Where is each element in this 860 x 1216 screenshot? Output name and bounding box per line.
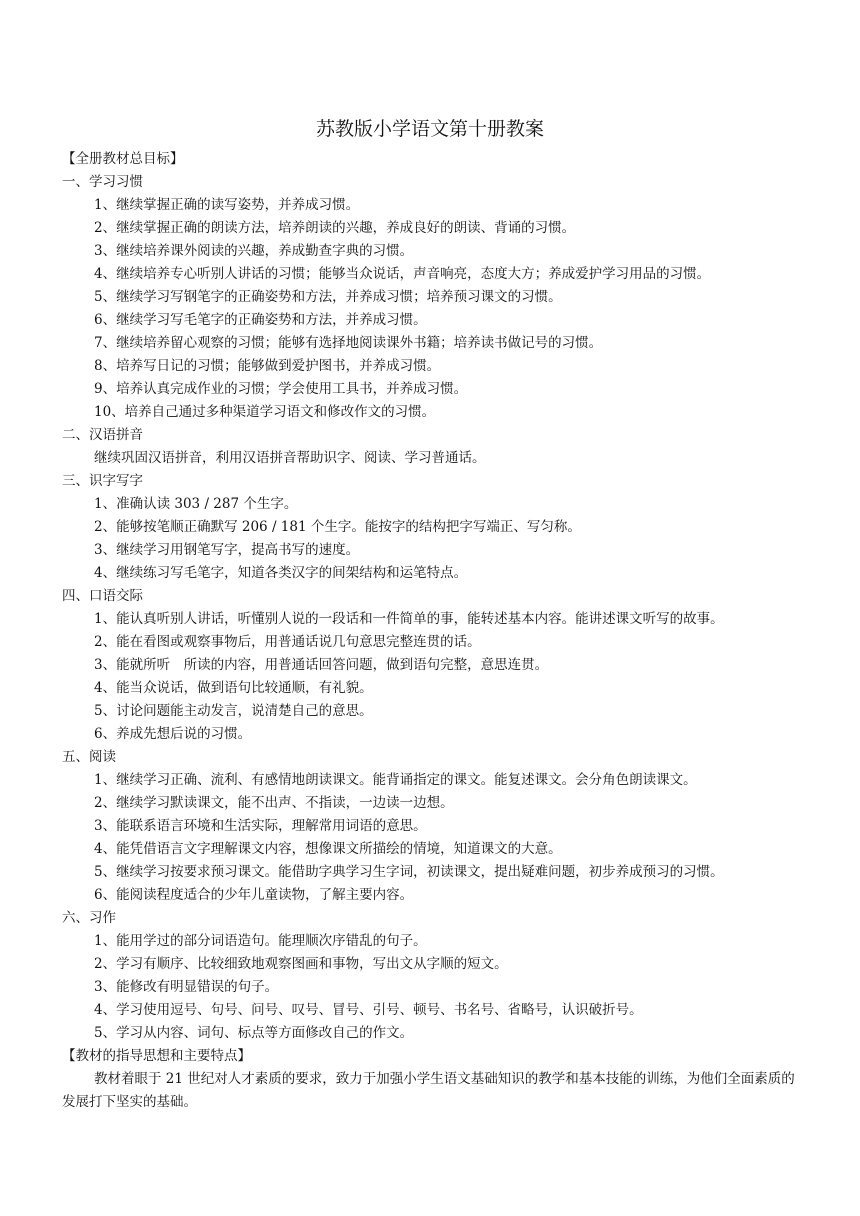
section-heading: 四、口语交际 xyxy=(62,588,143,604)
section-heading: 三、识字写字 xyxy=(62,473,143,489)
list-item: 10、培养自己通过多种渠道学习语文和修改作文的习惯。 xyxy=(94,404,436,420)
list-item: 4、学习使用逗号、句号、问号、叹号、冒号、引号、顿号、书名号、省略号，认识破折号。 xyxy=(94,1002,643,1018)
list-item: 4、继续培养专心听别人讲话的习惯；能够当众说话，声音响亮，态度大方；养成爱护学习用品的习惯。 xyxy=(94,266,711,282)
list-item: 2、继续掌握正确的朗读方法，培养朗读的兴趣，养成良好的朗读、背诵的习惯。 xyxy=(94,220,576,236)
list-item: 1、继续学习正确、流利、有感情地朗读课文。能背诵指定的课文。能复述课文。会分角色朗读课文。 xyxy=(94,772,697,788)
section-heading: 五、阅读 xyxy=(62,749,116,765)
document-title: 苏教版小学语文第十册教案 xyxy=(315,118,544,140)
list-item: 1、能用学过的部分词语造句。能理顺次序错乱的句子。 xyxy=(94,933,427,949)
list-item: 继续巩固汉语拼音，利用汉语拼音帮助识字、阅读、学习普通话。 xyxy=(94,450,486,466)
list-item: 1、能认真听别人讲话，听懂别人说的一段话和一件简单的事，能转述基本内容。能讲述课文听写的故事。 xyxy=(94,611,724,627)
list-item: 3、能修改有明显错误的句子。 xyxy=(94,979,279,995)
list-item: 1、准确认读 303 / 287 个生字。 xyxy=(94,496,298,512)
guide-heading: 【教材的指导思想和主要特点】 xyxy=(62,1048,251,1064)
document-body xyxy=(62,148,798,1114)
list-item: 8、培养写日记的习惯；能够做到爱护图书，并养成习惯。 xyxy=(94,358,441,374)
list-item: 3、继续培养课外阅读的兴趣，养成勤查字典的习惯。 xyxy=(94,243,414,259)
list-item: 7、继续培养留心观察的习惯；能够有选择地阅读课外书籍；培养读书做记号的习惯。 xyxy=(94,335,603,351)
list-item: 6、能阅读程度适合的少年儿童读物，了解主要内容。 xyxy=(94,887,414,903)
section-heading: 六、习作 xyxy=(62,910,116,926)
list-item: 2、能在看图或观察事物后，用普通话说几句意思完整连贯的话。 xyxy=(94,634,481,650)
list-item: 5、继续学习写钢笔字的正确姿势和方法，并养成习惯；培养预习课文的习惯。 xyxy=(94,289,562,305)
goal-heading: 【全册教材总目标】 xyxy=(62,151,184,167)
section-heading: 二、汉语拼音 xyxy=(62,427,143,443)
list-item: 9、培养认真完成作业的习惯；学会使用工具书，并养成习惯。 xyxy=(94,381,468,397)
list-item: 2、学习有顺序、比较细致地观察图画和事物，写出文从字顺的短文。 xyxy=(94,956,508,972)
list-item: 1、继续掌握正确的读写姿势，并养成习惯。 xyxy=(94,197,360,213)
list-item: 3、能就所听 所读的内容，用普通话回答问题，做到语句完整，意思连贯。 xyxy=(94,657,549,673)
list-item: 2、继续学习默读课文，能不出声、不指读，一边读一边想。 xyxy=(94,795,454,811)
list-item: 3、继续学习用钢笔写字，提高书写的速度。 xyxy=(94,542,360,558)
list-item: 4、继续练习写毛笔字，知道各类汉字的间架结构和运笔特点。 xyxy=(94,565,468,581)
list-item: 5、继续学习按要求预习课文。能借助字典学习生字词，初读课文，提出疑难问题，初步养成预习的习惯。 xyxy=(94,864,724,880)
list-item: 6、继续学习写毛笔字的正确姿势和方法，并养成习惯。 xyxy=(94,312,427,328)
list-item: 4、能凭借语言文字理解课文内容，想像课文所描绘的情境，知道课文的大意。 xyxy=(94,841,562,857)
list-item: 3、能联系语言环境和生活实际，理解常用词语的意思。 xyxy=(94,818,427,834)
list-item: 5、讨论问题能主动发言，说清楚自己的意思。 xyxy=(94,703,373,719)
guide-paragraph: 教材着眼于 21 世纪对人才素质的要求，致力于加强小学生语文基础知识的教学和基本技能的训练，为他们全面素质的发展打下坚实的基础。 xyxy=(62,1071,795,1110)
list-item: 6、养成先想后说的习惯。 xyxy=(94,726,252,742)
section-heading: 一、学习习惯 xyxy=(62,174,143,190)
list-item: 5、学习从内容、词句、标点等方面修改自己的作文。 xyxy=(94,1025,414,1041)
list-item: 4、能当众说话，做到语句比较通顺，有礼貌。 xyxy=(94,680,373,696)
list-item: 2、能够按笔顺正确默写 206 / 181 个生字。能按字的结构把字写端正、写匀称。 xyxy=(94,519,581,535)
